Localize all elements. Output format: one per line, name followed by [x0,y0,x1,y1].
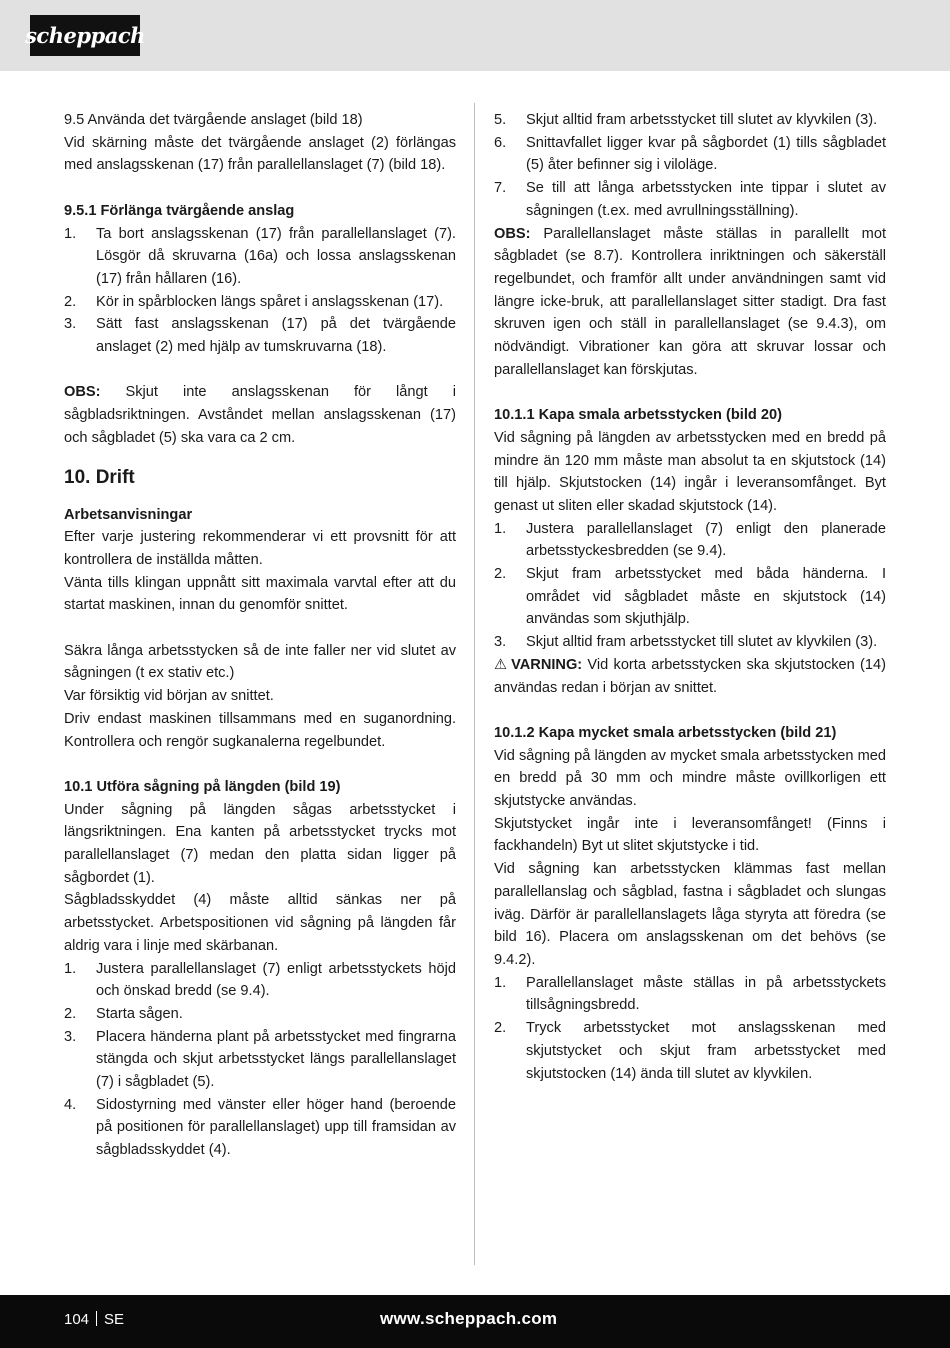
section-10-title: 10. Drift [64,466,135,488]
section-10-1-2-list [494,972,886,1086]
scheppach-logo: scheppach [30,15,140,56]
section-9-5-1-title: 9.5.1 Förlänga tvärgående anslag [64,202,295,219]
section-10-1-2-p3: Vid sågning kan arbetsstycken klämmas fast mellan parallellanslag och sågblad, fastna i sågbladet och slungas iväg. Därför är parallellanslagets låga styryta att föredra (se bild 16). Placera om anslagsskenan om det behövs (se 9.4.2). [494,861,886,968]
list-item: 3. Placera händerna plant på arbetsstycket med fingrarna stängda och skjut arbetsstycket längs parallellanslaget (7) i sågbladet (5). [64,1028,456,1091]
list-item: 3. Skjut alltid fram arbetsstycket till slutet av klyvkilen (3). [494,634,878,651]
list-item: 4. Sidostyrning med vänster eller höger hand (beroende på positionen för parallellanslaget) upp till framsidan av sågbladsskyddet (4). [64,1096,456,1159]
page-number: 104 SE [64,1311,125,1328]
section-10-1-2-p2: Skjutstycket ingår inte i leveransomfånget! (Finns i fackhandeln) Byt ut slitet skjutstycke i tid. [494,815,886,855]
work-instructions-p4: Var försiktig vid början av snittet. [64,688,274,705]
list-item: 1. Justera parallellanslaget (7) enligt den planerade arbetsstyckesbredden (se 9.4). [494,520,886,560]
section-9-5-text: Vid skärning måste det tvärgående anslaget (2) förlängas med anslagsskenan (17) från parallellanslaget (7) (bild 18). [64,134,456,174]
website-link[interactable]: www.scheppach.com [380,1309,558,1328]
list-item: 1. Parallellanslaget måste ställas in på arbetsstyckets tillsågningsbredd. [494,974,886,1014]
list-item: 2. Tryck arbetsstycket mot anslagsskenan med skjutstycket och skjut fram arbetsstycket med skjutstocken (14) ända till slutet av klyvkilen. [494,1020,886,1082]
list-item: 7. Se till att långa arbetsstycken inte tippar i slutet av sågningen (t.ex. med avrullningsställning). [494,180,886,219]
page-footer [0,1295,950,1348]
section-10-1-2-p1: Vid sågning på längden av mycket smala arbetsstycken med en bredd på 30 mm och mindre måste ovillkorligen ett skjutstycke användas. [494,747,886,810]
section-10-1-p1: Under sågning på längden sågas arbetsstycket i längsriktningen. Ena kanten på arbetsstycket trycks mot parallellanslaget (7) medan den platta sidan ligger på sågbordet (1). [64,801,456,886]
section-10-1-list [64,958,456,1162]
list-item: 1. Ta bort anslagsskenan (17) från parallellanslaget (7). Lösgör då skruvarna (16a) och lossa anslagsskenan (17) från hållaren (16). [64,225,456,287]
list-item: 5. Skjut alltid fram arbetsstycket till slutet av klyvkilen (3). [494,112,878,128]
warning-note: ⚠ VARNING: Vid korta arbetsstycken ska skjutstocken (14) användas redan i början av snittet. [494,654,886,699]
left-column [64,109,456,1162]
list-item: 2. Kör in spårblocken längs spåret i anslagsskenan (17). [64,293,444,310]
section-10-1-title: 10.1 Utföra sågning på längden (bild 19) [64,778,341,795]
work-instructions-p5: Driv endast maskinen tillsammans med en suganordning. Kontrollera och rengör sugkanalerna regelbundet. [64,710,456,750]
obs-note-right: OBS: Parallellanslaget måste ställas in parallellt mot sågbladet (se 8.7). Kontrollera inriktningen och säkerställ regelbundet, och framför allt under användningen samt vid längre icke-bruk, att parallellanslaget sitter stadigt. Dra fast skruven igen och ställ in parallellanslaget (se 9.4.3), om nödvändigt. Vibrationer kan göra att skruvar lossar och parallellanslaget kan förskjutas. [494,225,886,378]
obs-note-left: OBS: Skjut inte anslagsskenan för långt i sågbladsriktningen. Avståndet mellan anslagsskenan (17) och sågbladet (5) ska vara ca 2 cm. [64,384,456,446]
section-10-1-2-title: 10.1.2 Kapa mycket smala arbetsstycken (bild 21) [494,724,837,741]
section-9-5-1-list [64,223,456,359]
list-item: 2. Skjut fram arbetsstycket med båda händerna. I området vid sågbladet måste en skjutstock (14) användas som skjuthjälp. [494,566,886,628]
section-10-1-1-list [494,518,886,654]
page-header [0,0,950,71]
work-instructions-p3: Säkra långa arbetsstycken så de inte faller ner vid slutet av sågningen (t ex stativ etc.) [64,642,456,682]
right-column [494,109,886,1085]
section-10-1-p2: Sågbladsskyddet (4) måste alltid sänkas ner på arbetsstycket. Arbetspositionen vid sågning på längden får aldrig vara i linje med skärbanan. [64,892,456,954]
section-10-1-1-p1: Vid sågning på längden av arbetsstycken med en bredd på mindre än 120 mm måste man absolut ta en skjutstock (14) till hjälp. Skjutstocken (14) ingår i leveransomfånget. Byt genast ut sliten eller skadad skjutstock (14). [494,429,886,514]
list-item: 1. Justera parallellanslaget (7) enligt arbetsstyckets höjd och önskad bredd (se 9.4). [64,960,456,1000]
list-item: 3. Sätt fast anslagsskenan (17) på det tvärgående anslaget (2) med hjälp av tumskruvarna (18). [64,316,456,356]
list-item: 6. Snittavfallet ligger kvar på sågbordet (1) tills sågbladet (5) åter befinner sig i viloläge. [494,134,886,174]
warning-icon: ⚠ [494,656,508,673]
section-9-5-title: 9.5 Använda det tvärgående anslaget (bild 18) [64,112,363,128]
list-item: 2. Starta sågen. [64,1005,183,1022]
work-instructions-p2: Vänta tills klingan uppnått sitt maximala varvtal efter att du startat maskinen, innan du genomför snittet. [64,574,456,614]
work-instructions-p1: Efter varje justering rekommenderar vi ett provsnitt för att kontrollera de inställda måtten. [64,529,456,568]
work-instructions-title: Arbetsanvisningar [64,506,193,523]
column-divider [474,103,475,1265]
section-10-1-1-title: 10.1.1 Kapa smala arbetsstycken (bild 20) [494,407,782,424]
section-10-1-list-continued [494,109,886,223]
